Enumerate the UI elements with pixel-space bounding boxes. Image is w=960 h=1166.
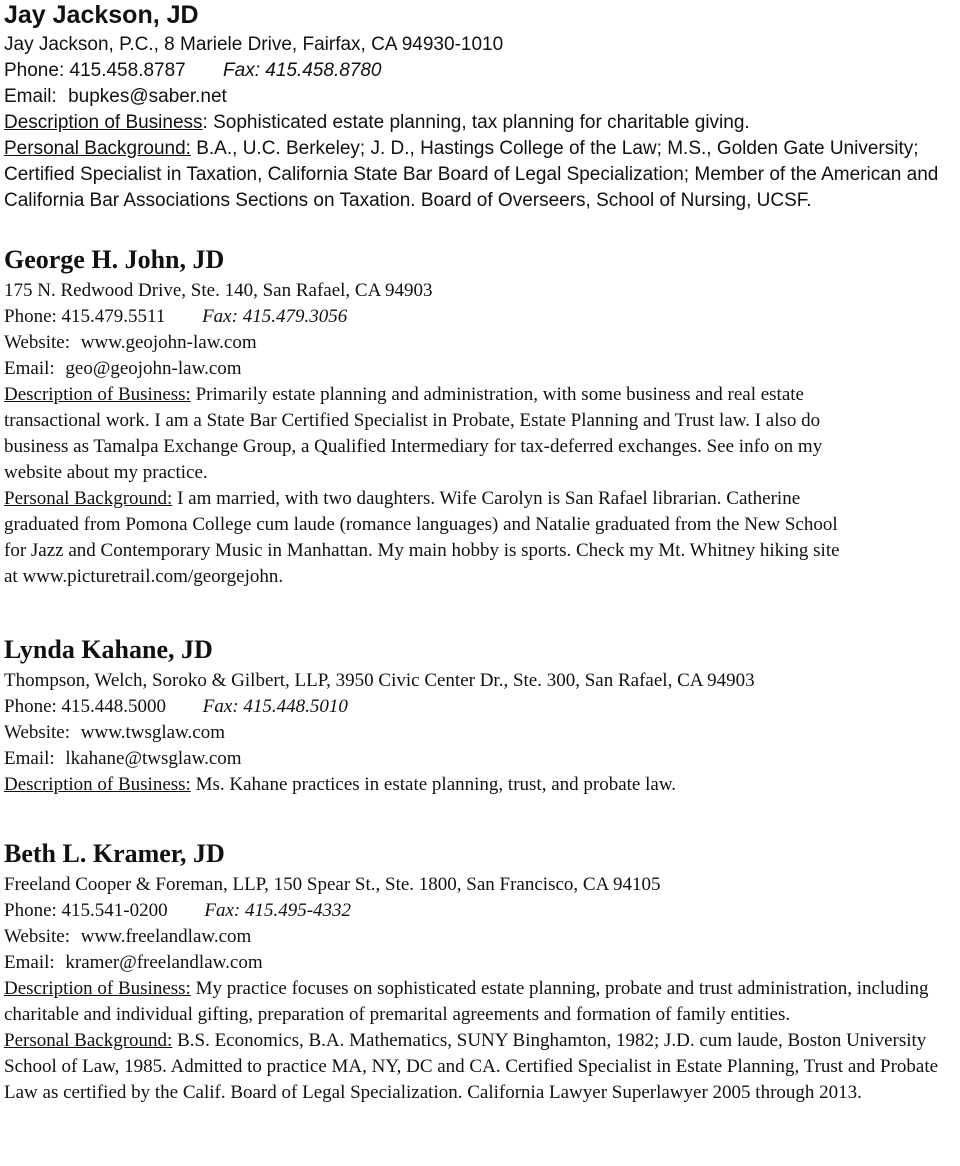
email-link[interactable]: bupkes@saber.net bbox=[68, 86, 227, 107]
email-link[interactable]: lkahane@twsglaw.com bbox=[65, 748, 242, 769]
entry-name: Jay Jackson, JD bbox=[4, 1, 199, 29]
entry-description bbox=[4, 382, 956, 486]
background-text: B.A., U.C. Berkeley; J. D., Hastings College of the Law; M.S., Golden Gate University; Certified Specialist in Taxation, California State Bar Board of Legal Specialization; Member of the American and California Bar Associations Sections on Taxation. Board of Overseers, School of Nursing, UCSF. bbox=[4, 138, 939, 211]
entry-website bbox=[4, 330, 956, 356]
entry-description bbox=[4, 110, 956, 136]
phone-label: Phone: bbox=[4, 900, 57, 921]
description-text: Primarily estate planning and administration, with some business and real estate transactional work. I am a State Bar Certified Specialist in Probate, Estate Planning and Trust law. I also do business as Tamalpa Exchange Group, a Qualified Intermediary for tax-deferred exchanges. See info on my website about my practice. bbox=[4, 384, 823, 483]
phone-label: Phone: bbox=[4, 696, 57, 717]
entry-phone-fax bbox=[4, 898, 956, 924]
website-link[interactable]: www.twsglaw.com bbox=[80, 722, 226, 743]
background-text: I am married, with two daughters. Wife Carolyn is San Rafael librarian. Catherine graduated from Pomona College cum laude (romance languages) and Natalie graduated from the New School for Jazz and Contemporary Music in Manhattan. My main hobby is sports. Check my Mt. Whitney hiking site at www.picturetrail.com/georgejohn. bbox=[4, 488, 840, 587]
entry-address: 175 N. Redwood Drive, Ste. 140, San Rafael, CA 94903 bbox=[4, 280, 433, 301]
description-text: : Sophisticated estate planning, tax planning for charitable giving. bbox=[202, 112, 750, 133]
phone-value: 415.479.5511 bbox=[61, 306, 166, 327]
entry-email bbox=[4, 746, 956, 772]
email-label: Email: bbox=[4, 748, 55, 769]
directory-entry-george-john bbox=[4, 244, 956, 590]
phone-label: Phone: bbox=[4, 306, 57, 327]
entry-email bbox=[4, 356, 956, 382]
email-label: Email: bbox=[4, 358, 55, 379]
fax-field: Fax: 415.448.5010 bbox=[202, 696, 348, 717]
entry-email bbox=[4, 84, 956, 110]
directory-entry-beth-kramer bbox=[4, 838, 956, 1106]
phone-value: 415.448.5000 bbox=[61, 696, 167, 717]
email-label: Email: bbox=[4, 952, 55, 973]
entry-website bbox=[4, 924, 956, 950]
entry-phone-fax bbox=[4, 694, 956, 720]
entry-address: Thompson, Welch, Soroko & Gilbert, LLP, 3950 Civic Center Dr., Ste. 300, San Rafael, CA 94903 bbox=[4, 670, 755, 691]
entry-background bbox=[4, 486, 956, 590]
entry-name: George H. John, JD bbox=[4, 245, 225, 274]
description-label: Description of Business bbox=[4, 112, 203, 133]
entry-phone-fax bbox=[4, 304, 956, 330]
entry-phone-fax bbox=[4, 58, 956, 84]
entry-address: Freeland Cooper & Foreman, LLP, 150 Spear St., Ste. 1800, San Francisco, CA 94105 bbox=[4, 874, 661, 895]
entry-email bbox=[4, 950, 956, 976]
background-label: Personal Background: bbox=[4, 1030, 173, 1051]
website-link[interactable]: www.geojohn-law.com bbox=[80, 332, 257, 353]
directory-entry-lynda-kahane bbox=[4, 634, 956, 798]
fax-field: Fax: 415.495-4332 bbox=[204, 900, 352, 921]
entry-website bbox=[4, 720, 956, 746]
phone-label: Phone: bbox=[4, 60, 65, 81]
directory-entry-jay-jackson bbox=[4, 0, 956, 214]
background-text: B.S. Economics, B.A. Mathematics, SUNY Binghamton, 1982; J.D. cum laude, Boston University School of Law, 1985. Admitted to practice MA, NY, DC and CA. Certified Specialist in Estate Planning, Trust and Probate Law as certified by the Calif. Board of Legal Specialization. California Lawyer Superlawyer 2005 through 2013. bbox=[4, 1030, 939, 1103]
description-label: Description of Business: bbox=[4, 978, 191, 999]
entry-description bbox=[4, 976, 956, 1028]
entry-name: Beth L. Kramer, JD bbox=[4, 839, 225, 868]
description-label: Description of Business: bbox=[4, 384, 191, 405]
fax-field: Fax: 415.458.8780 bbox=[223, 60, 382, 81]
phone-value: 415.458.8787 bbox=[69, 60, 186, 81]
entry-background bbox=[4, 1028, 956, 1106]
entry-description bbox=[4, 772, 956, 798]
fax-field: Fax: 415.479.3056 bbox=[202, 306, 348, 327]
website-label: Website: bbox=[4, 722, 71, 743]
description-label: Description of Business: bbox=[4, 774, 191, 795]
description-text: My practice focuses on sophisticated estate planning, probate and trust administration, including charitable and individual gifting, preparation of premarital agreements and formation of family entities. bbox=[4, 978, 929, 1025]
phone-value: 415.541-0200 bbox=[61, 900, 168, 921]
entry-background bbox=[4, 136, 956, 214]
website-label: Website: bbox=[4, 332, 71, 353]
email-link[interactable]: kramer@freelandlaw.com bbox=[65, 952, 263, 973]
website-label: Website: bbox=[4, 926, 71, 947]
description-text: Ms. Kahane practices in estate planning, trust, and probate law. bbox=[195, 774, 677, 795]
background-label: Personal Background: bbox=[4, 488, 173, 509]
entry-address: Jay Jackson, P.C., 8 Mariele Drive, Fairfax, CA 94930-1010 bbox=[4, 34, 504, 55]
website-link[interactable]: www.freelandlaw.com bbox=[80, 926, 252, 947]
entry-name: Lynda Kahane, JD bbox=[4, 635, 213, 664]
email-link[interactable]: geo@geojohn-law.com bbox=[65, 358, 242, 379]
background-label: Personal Background: bbox=[4, 138, 191, 159]
email-label: Email: bbox=[4, 86, 57, 107]
